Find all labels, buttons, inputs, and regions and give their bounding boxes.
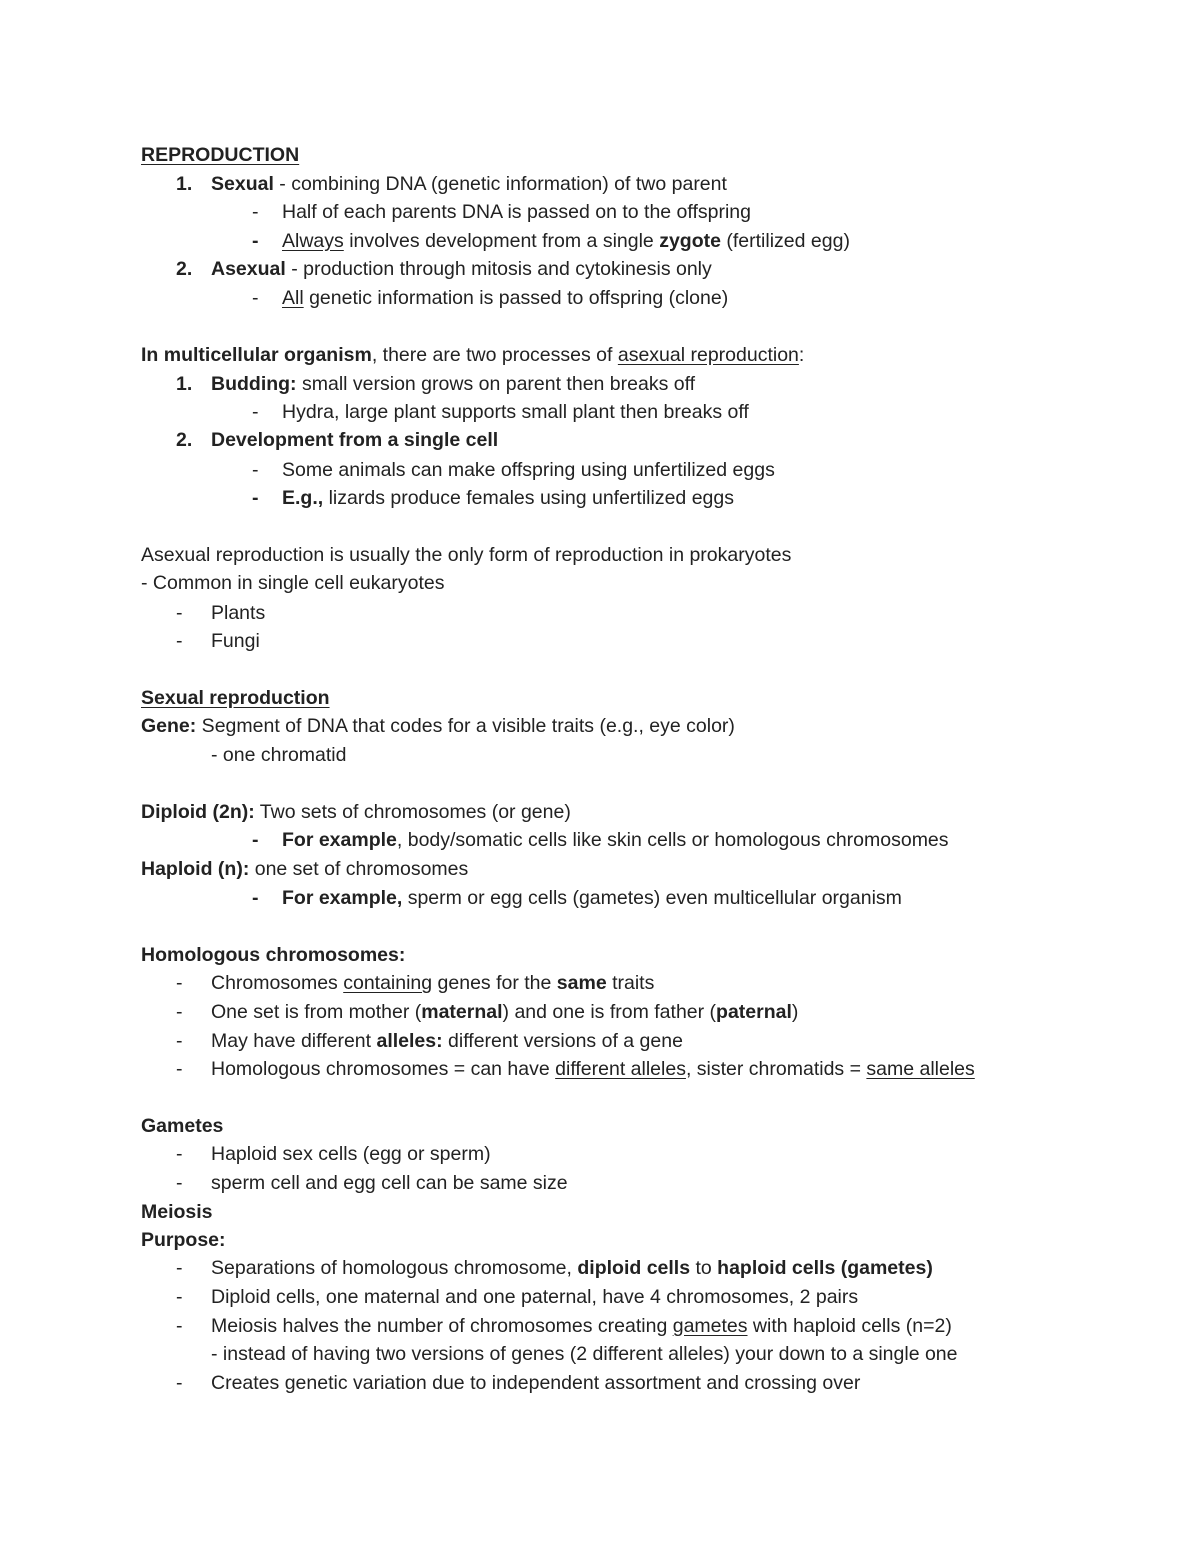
list-number: 1. — [176, 173, 193, 195]
text: genetic information is passed to offspring (clone) — [303, 287, 729, 309]
bullet-dash: - — [176, 1315, 183, 1337]
text: gametes — [672, 1315, 748, 1337]
term: alleles: — [376, 1030, 443, 1052]
list-item — [211, 1254, 933, 1282]
bullet-dash: - — [252, 201, 259, 223]
text: - combining DNA (genetic information) of two parent — [273, 173, 727, 195]
list-item: sperm cell and egg cell can be same size — [211, 1172, 568, 1194]
list-item: Half of each parents DNA is passed on to the offspring — [282, 201, 751, 223]
term: E.g., — [282, 487, 324, 509]
paragraph: - Common in single cell eukaryotes — [141, 572, 445, 594]
list-item — [282, 484, 734, 512]
list-item: Some animals can make offspring using unfertilized eggs — [282, 459, 775, 481]
page-title: REPRODUCTION — [141, 144, 300, 166]
text: One set is from mother ( — [211, 1001, 422, 1023]
bullet-dash: - — [252, 487, 259, 509]
text: one set of chromosomes — [249, 858, 469, 880]
bullet-dash: - — [176, 1058, 183, 1080]
term: Haploid (n): — [141, 858, 250, 880]
bullet-dash: - — [252, 287, 259, 309]
text: , there are two processes of — [371, 344, 618, 366]
list-item: Hydra, large plant supports small plant then breaks off — [282, 401, 749, 423]
text: genes for the — [432, 972, 557, 994]
list-item — [211, 998, 798, 1026]
list-item: Fungi — [211, 630, 260, 652]
list-item — [282, 826, 949, 854]
term: Asexual — [211, 258, 286, 280]
list-item: Plants — [211, 602, 266, 624]
text: Two sets of chromosomes (or gene) — [254, 801, 571, 823]
text: May have different — [211, 1030, 377, 1052]
term: Diploid (2n): — [141, 801, 255, 823]
bullet-dash: - — [176, 1001, 183, 1023]
bullet-dash: - — [176, 1257, 183, 1279]
text: small version grows on parent then breaks off — [296, 373, 696, 395]
term: In multicellular organism — [141, 344, 372, 366]
text: asexual reproduction — [617, 344, 799, 366]
text: ) — [791, 1001, 799, 1023]
list-item: Diploid cells, one maternal and one paternal, have 4 chromosomes, 2 pairs — [211, 1286, 859, 1308]
list-item-development: Development from a single cell — [211, 429, 499, 451]
text: same alleles — [866, 1058, 975, 1080]
list-item — [211, 1312, 952, 1340]
list-number: 1. — [176, 373, 193, 395]
text: traits — [606, 972, 655, 994]
term: zygote — [659, 230, 721, 252]
bullet-dash: - — [252, 230, 259, 252]
sub-note: - one chromatid — [211, 744, 347, 766]
list-number: 2. — [176, 429, 193, 451]
list-item: Haploid sex cells (egg or sperm) — [211, 1143, 491, 1165]
list-item-sexual — [211, 170, 727, 198]
term: Budding: — [211, 373, 297, 395]
text: lizards produce females using unfertilized eggs — [323, 487, 734, 509]
term: For example, — [282, 887, 403, 909]
text: : — [798, 344, 805, 366]
list-item — [282, 884, 902, 912]
term: haploid cells (gametes) — [717, 1257, 933, 1279]
text: containing — [343, 972, 433, 994]
bullet-dash: - — [252, 401, 259, 423]
text: involves development from a single — [343, 230, 660, 252]
text: Separations of homologous chromosome, — [211, 1257, 578, 1279]
text: with haploid cells (n=2) — [747, 1315, 952, 1337]
bullet-dash: - — [176, 1372, 183, 1394]
text: , sister chromatids = — [685, 1058, 867, 1080]
bullet-dash: - — [252, 459, 259, 481]
definition-gene — [141, 712, 735, 740]
bullet-dash: - — [176, 602, 183, 624]
text: sperm or egg cells (gametes) even multicellular organism — [402, 887, 902, 909]
bullet-dash: - — [176, 630, 183, 652]
list-item-asexual — [211, 255, 712, 283]
text: different versions of a gene — [442, 1030, 683, 1052]
section-heading: Sexual reproduction — [141, 687, 330, 709]
text: different alleles — [555, 1058, 686, 1080]
text: Segment of DNA that codes for a visible traits (e.g., eye color) — [196, 715, 735, 737]
text: ) and one is from father ( — [502, 1001, 717, 1023]
list-item: Creates genetic variation due to independent assortment and crossing over — [211, 1372, 861, 1394]
bullet-dash: - — [176, 1030, 183, 1052]
term: Gene: — [141, 715, 197, 737]
sub-heading: Purpose: — [141, 1229, 226, 1251]
list-number: 2. — [176, 258, 193, 280]
text: - production through mitosis and cytokinesis only — [285, 258, 712, 280]
section-heading: Homologous chromosomes: — [141, 944, 406, 966]
list-item — [211, 969, 654, 997]
list-item — [211, 1055, 975, 1083]
section-heading: Gametes — [141, 1115, 224, 1137]
bullet-dash: - — [252, 887, 259, 909]
bullet-dash: - — [176, 1143, 183, 1165]
text: Chromosomes — [211, 972, 344, 994]
text: to — [690, 1257, 718, 1279]
term: paternal — [716, 1001, 792, 1023]
text: Always — [282, 230, 344, 252]
list-item — [282, 227, 850, 255]
text: , body/somatic cells like skin cells or homologous chromosomes — [396, 829, 949, 851]
term: Sexual — [211, 173, 274, 195]
definition-haploid — [141, 855, 468, 883]
text: Meiosis halves the number of chromosomes creating — [211, 1315, 673, 1337]
list-item — [211, 1027, 683, 1055]
section-heading: Meiosis — [141, 1201, 213, 1223]
text: All — [282, 287, 304, 309]
sub-note: - instead of having two versions of genes (2 different alleles) your down to a single one — [211, 1343, 958, 1365]
term: maternal — [421, 1001, 503, 1023]
definition-diploid — [141, 798, 571, 826]
paragraph: Asexual reproduction is usually the only form of reproduction in prokaryotes — [141, 544, 792, 566]
term: For example — [282, 829, 397, 851]
paragraph — [141, 341, 804, 369]
bullet-dash: - — [176, 972, 183, 994]
term: same — [556, 972, 607, 994]
text: Homologous chromosomes = can have — [211, 1058, 556, 1080]
list-item — [282, 284, 728, 312]
bullet-dash: - — [176, 1286, 183, 1308]
term: diploid cells — [577, 1257, 691, 1279]
bullet-dash: - — [176, 1172, 183, 1194]
list-item-budding — [211, 370, 695, 398]
bullet-dash: - — [252, 829, 259, 851]
text: (fertilized egg) — [720, 230, 850, 252]
